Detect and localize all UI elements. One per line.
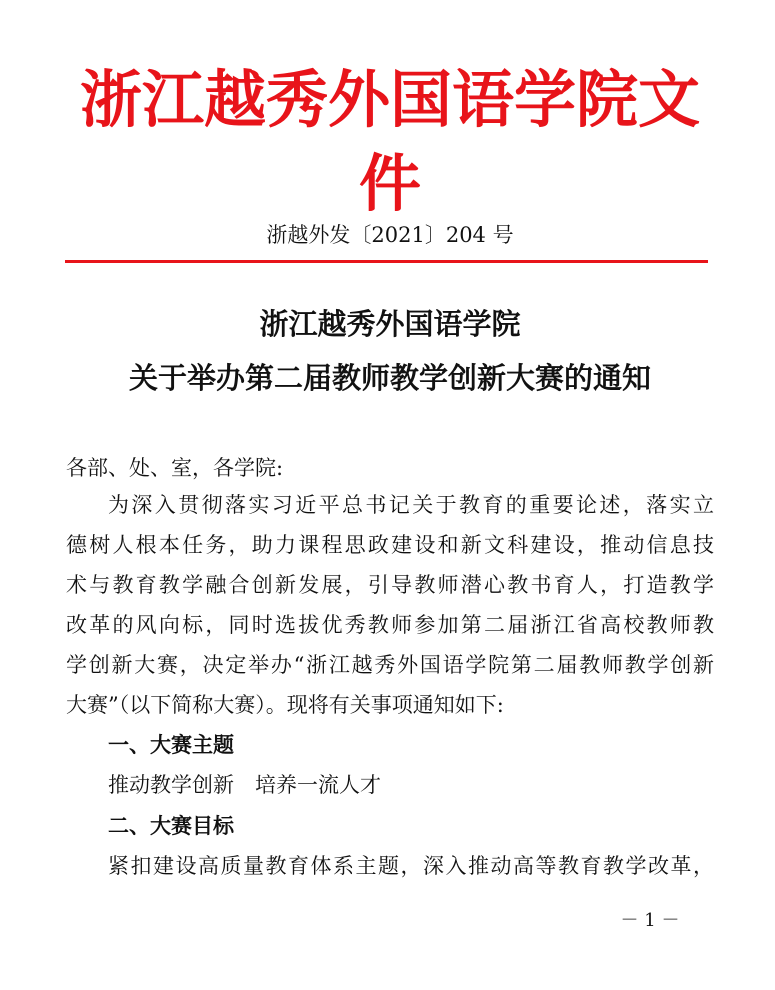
section-heading-theme: 一、大赛主题 [108, 733, 234, 757]
section-heading-goal: 二、大赛目标 [108, 814, 234, 838]
section-text-theme: 推动教学创新 培养一流人才 [108, 773, 381, 797]
page-number: － 1 － [620, 910, 680, 931]
red-divider-line [65, 260, 708, 263]
notice-title-line-1: 浙江越秀外国语学院 [259, 307, 521, 341]
paragraph-line: 改革的风向标，同时选拔优秀教师参加第二届浙江省高校教师教 [66, 613, 714, 637]
document-number: 浙越外发〔2021〕204 号 [266, 223, 514, 247]
salutation: 各部、处、室，各学院: [66, 456, 284, 480]
paragraph-line: 为深入贯彻落实习近平总书记关于教育的重要论述，落实立 [108, 493, 714, 517]
document-header-title: 浙江越秀外国语学院文件 [79, 63, 700, 220]
paragraph-line: 大赛”（以下简称大赛）。现将有关事项通知如下: [66, 693, 504, 717]
paragraph-line: 德树人根本任务，助力课程思政建设和新文科建设，推动信息技 [66, 533, 714, 557]
paragraph-line: 学创新大赛，决定举办“浙江越秀外国语学院第二届教师教学创新 [66, 653, 714, 677]
paragraph-line: 术与教育教学融合创新发展，引导教师潜心教书育人，打造教学 [66, 573, 714, 597]
notice-title-line-2: 关于举办第二届教师教学创新大赛的通知 [128, 361, 651, 395]
section-text-goal: 紧扣建设高质量教育体系主题，深入推动高等教育教学改革， [108, 854, 714, 878]
